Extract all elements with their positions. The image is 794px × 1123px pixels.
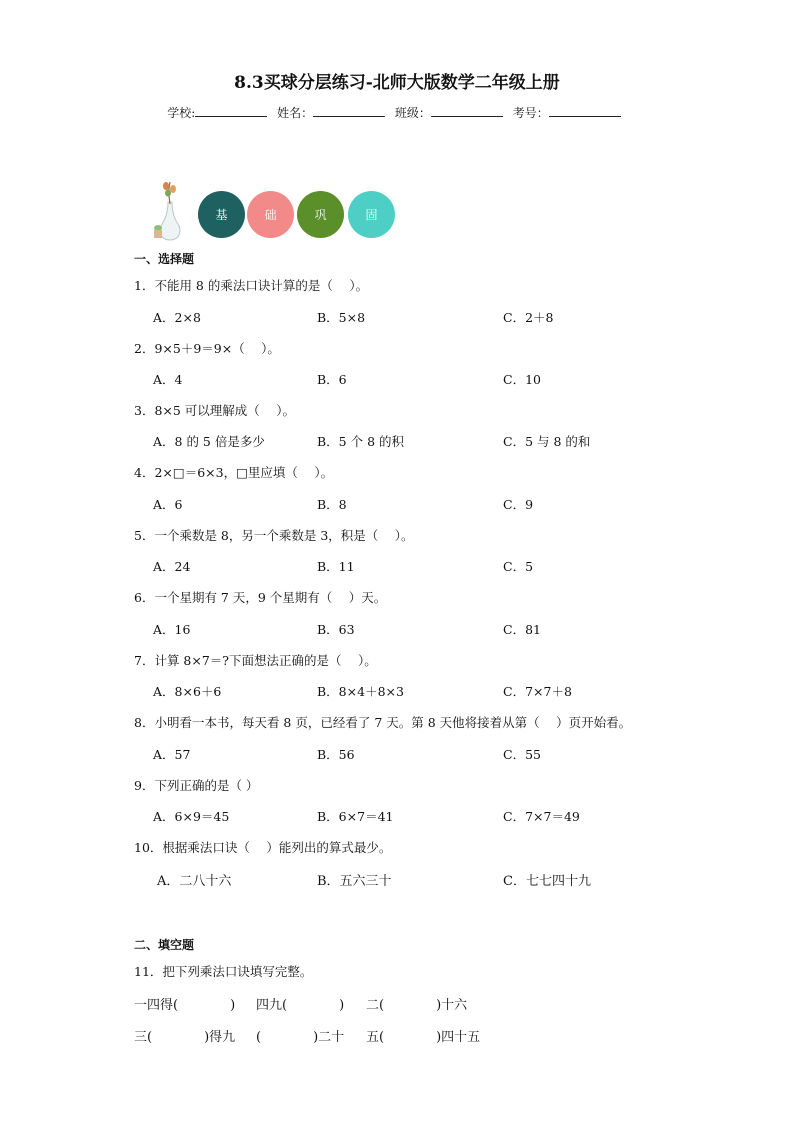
option-4c[interactable]: C．9 — [503, 497, 534, 512]
option-10b[interactable]: B．五六三十 — [317, 874, 392, 889]
option-3c[interactable]: C．5 与 8 的和 — [503, 434, 591, 449]
question-1: 1．不能用 8 的乘法口诀计算的是（ ）。 — [134, 278, 369, 293]
option-7b[interactable]: B．8×4＋8×3 — [317, 684, 404, 699]
section-choice-heading: 一、选择题 — [134, 252, 195, 266]
student-info-line — [0, 104, 794, 121]
plant-vase-icon — [150, 180, 190, 242]
badge-ji: 基 — [198, 191, 245, 238]
question-3: 3．8×5 可以理解成（ ）。 — [134, 403, 296, 418]
option-2b[interactable]: B．6 — [317, 372, 347, 387]
option-6a[interactable]: A．16 — [153, 622, 191, 637]
option-7c[interactable]: C．7×7＋8 — [503, 684, 572, 699]
option-1b[interactable]: B．5×8 — [317, 310, 366, 325]
option-1a[interactable]: A．2×8 — [153, 310, 201, 325]
option-5b[interactable]: B．11 — [317, 559, 355, 574]
question-10: 10．根据乘法口诀（ ）能列出的算式最少。 — [134, 840, 392, 855]
option-10c[interactable]: C．七七四十九 — [503, 874, 591, 889]
option-6c[interactable]: C．81 — [503, 622, 541, 637]
question-7: 7．计算 8×7＝?下面想法正确的是（ ）。 — [134, 653, 377, 668]
option-5c[interactable]: C．5 — [503, 559, 534, 574]
question-2: 2．9×5＋9＝9×（ ）。 — [134, 341, 280, 356]
badge-gu: 固 — [348, 191, 395, 238]
question-8: 8．小明看一本书，每天看 8 页，已经看了 7 天。第 8 天他将接着从第（ ）页开始看。 — [134, 715, 632, 730]
option-9b[interactable]: B．6×7＝41 — [317, 809, 394, 824]
fill-5[interactable]: ( )二十 — [256, 1030, 345, 1045]
question-5: 5．一个乘数是 8，另一个乘数是 3，积是（ ）。 — [134, 528, 414, 543]
question-9: 9．下列正确的是（ ） — [134, 778, 259, 793]
option-5a[interactable]: A．24 — [153, 559, 191, 574]
number-blank[interactable] — [549, 104, 621, 117]
option-2a[interactable]: A．4 — [153, 372, 183, 387]
class-blank[interactable] — [431, 104, 503, 117]
badge-chu: 础 — [247, 191, 294, 238]
fill-1[interactable]: 一四得( ) — [134, 998, 236, 1013]
option-4a[interactable]: A．6 — [153, 497, 183, 512]
page-title: 8.3买球分层练习-北师大版数学二年级上册 — [234, 73, 560, 93]
fill-6[interactable]: 五( )四十五 — [366, 1030, 481, 1045]
option-9c[interactable]: C．7×7＝49 — [503, 809, 580, 824]
badge-gong: 巩 — [297, 191, 344, 238]
question-4: 4．2×□＝6×3，□里应填（ ）。 — [134, 465, 334, 480]
school-blank[interactable] — [195, 104, 267, 117]
option-3a[interactable]: A．8 的 5 倍是多少 — [153, 434, 265, 449]
question-11: 11．把下列乘法口诀填写完整。 — [134, 964, 313, 979]
option-2c[interactable]: C．10 — [503, 372, 541, 387]
option-8c[interactable]: C．55 — [503, 747, 541, 762]
option-3b[interactable]: B．5 个 8 的积 — [317, 434, 405, 449]
fill-3[interactable]: 二( )十六 — [366, 998, 468, 1013]
option-4b[interactable]: B．8 — [317, 497, 347, 512]
option-1c[interactable]: C．2＋8 — [503, 310, 554, 325]
name-blank[interactable] — [313, 104, 385, 117]
option-8b[interactable]: B．56 — [317, 747, 355, 762]
fill-2[interactable]: 四九( ) — [256, 998, 345, 1013]
option-8a[interactable]: A．57 — [153, 747, 191, 762]
school-label: 学校: — [167, 106, 196, 120]
option-7a[interactable]: A．8×6＋6 — [153, 684, 222, 699]
class-label: 班级： — [394, 106, 431, 120]
option-6b[interactable]: B．63 — [317, 622, 355, 637]
question-6: 6．一个星期有 7 天，9 个星期有（ ）天。 — [134, 590, 387, 605]
number-label: 考号： — [512, 106, 549, 120]
option-9a[interactable]: A．6×9＝45 — [153, 809, 230, 824]
fill-4[interactable]: 三( )得九 — [134, 1030, 236, 1045]
name-label: 姓名： — [277, 106, 314, 120]
section-fill-heading: 二、填空题 — [134, 938, 195, 952]
option-10a[interactable]: A．二八十六 — [157, 874, 232, 889]
